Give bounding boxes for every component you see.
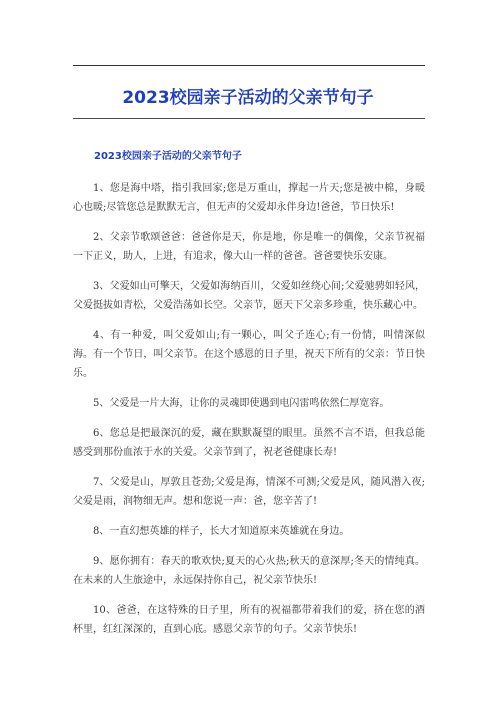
document-title: 2023校园亲子活动的父亲节句子 bbox=[122, 88, 374, 108]
paragraph-1: 1、您是海中塔，指引我回家;您是万重山，撑起一片天;您是被中棉，身暖心也暖;尽管您总是默默无言，但无声的父爱却永伴身边!爸爸，节日快乐! bbox=[73, 183, 425, 213]
body-text bbox=[73, 179, 425, 650]
paragraph-5: 5、父爱是一片大海，让你的灵魂即使遇到电闪雷鸣依然仁厚宽容。 bbox=[93, 398, 390, 409]
paragraph-4: 4、有一种爱，叫父爱如山;有一颗心，叫父子连心;有一份情，叫情深似海。有一个节日，叫父亲节。在这个感恩的日子里，祝天下所有的父亲：节日快乐。 bbox=[73, 330, 425, 379]
paragraph-10: 10、爸爸，在这特殊的日子里，所有的祝福都带着我们的爱，挤在您的酒杯里，红红深深的，直到心底。感恩父亲节的句子。父亲节快乐! bbox=[73, 605, 425, 635]
paragraph-2: 2、父亲节歌颂爸爸：爸爸你是天，你是地，你是唯一的偶像，父亲节祝福一下正义，助人，上进，有追求，像大山一样的爸爸。爸爸要快乐安康。 bbox=[73, 232, 425, 262]
paragraph-8: 8、一直幻想英雄的样子，长大才知道原来英雄就在身边。 bbox=[93, 526, 350, 537]
header-top-rule bbox=[73, 65, 425, 66]
paragraph-6: 6、您总是把最深沉的爱，藏在默默凝望的眼里。虽然不言不语，但我总能感受到那份血浓于水的关爱。父亲节到了，祝老爸健康长寿! bbox=[73, 428, 425, 458]
paragraph-9: 9、愿你拥有：春天的歌欢快;夏天的心火热;秋天的意深厚;冬天的情纯真。在未来的人生旅途中，永远保持你自己，祝父亲节快乐! bbox=[73, 556, 425, 586]
header-bottom-rule bbox=[73, 118, 425, 119]
paragraph-7: 7、父爱是山，厚敦且苍劲;父爱是海，情深不可测;父爱是风，随风潜入夜;父爱是雨，润物细无声。想和您说一声：爸，您辛苦了! bbox=[73, 477, 425, 507]
section-subtitle: 2023校园亲子活动的父亲节句子 bbox=[94, 151, 242, 162]
paragraph-3: 3、父爱如山可擎天，父爱如海纳百川，父爱如丝绕心间;父爱驰骋如轻风，父爱挺拔如青松，父爱浩荡如长空。父亲节，愿天下父亲多珍重，快乐藏心中。 bbox=[73, 281, 425, 311]
